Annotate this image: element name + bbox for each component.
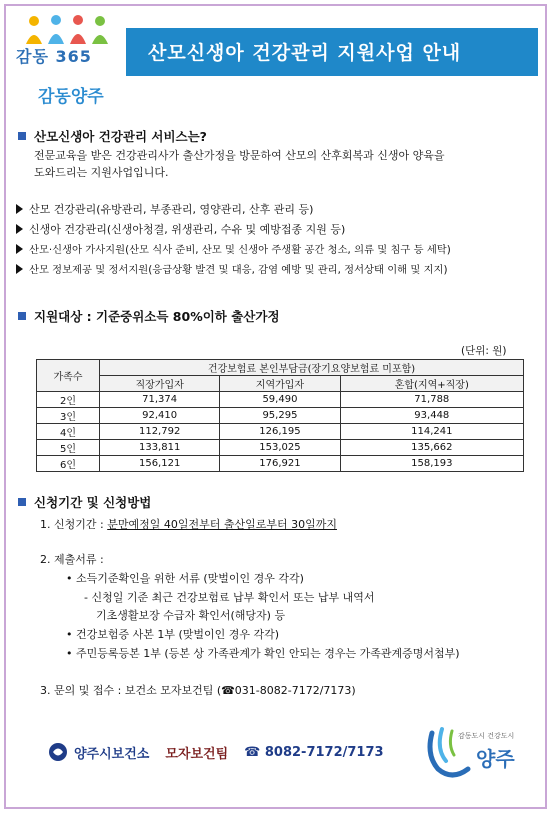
document-item-text: 소득기준확인을 위한 서류 (맞벌이인 경우 각각) [76,572,304,585]
health-center-logo-icon [48,742,68,762]
logo-365-text [16,44,92,67]
apply-period [40,516,337,532]
document-item: • 주민등록등본 1부 (등본 상 가족관계가 확인 안되는 경우는 가족관계증명서첨부) [66,647,460,660]
cell-workplace: 112,792 [100,424,220,440]
cell-mixed: 114,241 [340,424,523,440]
service-bullet-text: 산모 건강관리(유방관리, 부종관리, 영양관리, 산후 관리 등) [29,203,314,216]
subcol-workplace: 직장가입자 [100,376,220,392]
section1-title-text: 산모신생아 건강관리 서비스는? [34,129,207,144]
cell-regional: 126,195 [220,424,340,440]
cell-regional: 153,025 [220,440,340,456]
document-subitem: - 신청일 기준 최근 건강보험료 납부 확인서 또는 납부 내역서 [84,591,375,604]
cell-workplace: 156,121 [100,456,220,472]
document-item-text: 주민등록등본 1부 (등본 상 가족관계가 확인 안되는 경우는 가족관계증명서첨부) [76,647,460,660]
footer-contact [48,741,384,763]
section3-title [18,493,151,511]
cell-mixed: 158,193 [340,456,523,472]
cell-regional: 176,921 [220,456,340,472]
col-family: 가족수 [37,360,100,392]
yangju-city-logo [424,721,524,781]
logo-gamdong: 감동 [16,47,49,66]
logo-text: 감동양주 [38,87,104,107]
cell-mixed: 135,662 [340,440,523,456]
subcol-mixed: 혼합(지역+직장) [340,376,523,392]
subcol-regional: 지역가입자 [220,376,340,392]
premium-table [36,359,524,472]
table-row [37,424,524,440]
table-row [37,456,524,472]
section3-title-text: 신청기간 및 신청방법 [34,495,152,510]
service-bullet [16,261,448,276]
logo-city-name: 양주 [476,747,515,771]
gamdong365-logo [16,14,126,107]
apply-period-value: 분만예정일 40일전부터 출산일로부터 30일까지 [107,518,337,531]
table-row [37,440,524,456]
page-title: 산모신생아 건강관리 지원사업 안내 [148,42,462,64]
title-bar [126,28,538,76]
document-item-text: 건강보험증 사본 1부 (맞벌이인 경우 각각) [76,628,280,641]
logo-number: 365 [55,47,92,66]
cell-regional: 95,295 [220,408,340,424]
service-bullet [16,221,345,237]
team-name: 모자보건팀 [165,746,229,762]
col-group: 건강보험료 본인부담금(장기요양보험료 미포함) [100,360,524,376]
section1-desc-line2: 도와드리는 지원사업입니다. [34,166,169,179]
header [8,8,543,108]
phone-number: ☎ 8082-7172/7173 [244,744,384,760]
health-center-name: 양주시보건소 [74,746,150,762]
section2-title [18,307,280,325]
cell-mixed: 71,788 [340,392,523,408]
contact-info: 3. 문의 및 접수 : 보건소 모자보건팀 (☎031-8082-7172/7173) [40,684,356,697]
service-bullet-text: 산모·신생아 가사지원(산모 식사 준비, 산모 및 신생아 주생활 공간 청소, 의류 및 침구 등 세탁) [29,244,451,256]
cell-family: 3인 [37,408,100,424]
cell-workplace: 92,410 [100,408,220,424]
unit-label: (단위: 원) [461,345,507,357]
document-subitem: 기초생활보장 수급자 확인서(해당자) 등 [96,609,286,622]
service-bullet-text: 산모 정보제공 및 정서지원(응급상황 발견 및 대응, 감염 예방 및 관리, 정서상태 이해 및 지지) [29,264,448,276]
cell-family: 6인 [37,456,100,472]
triangle-bullet-icon [16,204,23,214]
section1-desc-line1: 전문교육을 받은 건강관리사가 출산가정을 방문하여 산모의 산후회복과 신생아 양육을 [34,149,445,162]
square-bullet-icon [18,498,26,506]
people-figures-icon [20,14,120,48]
document-item: • 건강보험증 사본 1부 (맞벌이인 경우 각각) [66,628,280,641]
cell-workplace: 71,374 [100,392,220,408]
square-bullet-icon [18,312,26,320]
cell-regional: 59,490 [220,392,340,408]
cell-family: 5인 [37,440,100,456]
service-bullet [16,241,451,256]
section2-title-text: 지원대상 : 기준중위소득 80%이하 출산가정 [34,309,280,324]
cell-family: 2인 [37,392,100,408]
documents-label: 2. 제출서류 : [40,553,104,566]
section1-title [18,127,207,145]
document-item: • 소득기준확인을 위한 서류 (맞벌이인 경우 각각) [66,572,304,585]
cell-mixed: 93,448 [340,408,523,424]
cell-family: 4인 [37,424,100,440]
table-row [37,408,524,424]
triangle-bullet-icon [16,264,23,274]
square-bullet-icon [18,132,26,140]
triangle-bullet-icon [16,244,23,254]
apply-period-label: 1. 신청기간 : [40,518,104,531]
logo-slogan: 감동도시 건강도시 [458,732,515,740]
table-row [37,392,524,408]
cell-workplace: 133,811 [100,440,220,456]
service-bullet [16,201,313,217]
triangle-bullet-icon [16,224,23,234]
page-frame [4,4,547,809]
service-bullet-text: 신생아 건강관리(신생아청결, 위생관리, 수유 및 예방접종 지원 등) [29,223,346,236]
